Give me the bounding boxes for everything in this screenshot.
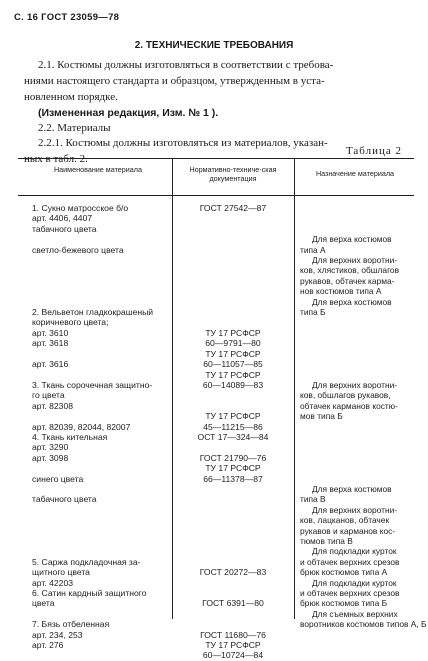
table-cell-line: табачного цвета	[32, 223, 97, 234]
table-cell-line	[183, 390, 283, 400]
table-cell-line	[32, 609, 153, 619]
table-cell-line: синего цвета	[32, 473, 84, 484]
table-cell-line	[300, 328, 410, 338]
table-cell-line	[183, 505, 283, 515]
table-cell-line: мов типа Б	[300, 411, 343, 422]
table-cell-line: арт. 82308	[32, 400, 74, 411]
table-cell-line	[32, 526, 153, 536]
table-cell-line: воротников костюмов типов А, Б	[300, 619, 427, 630]
paragraph-line: ниями настоящего стандарта и образцом, утвержденным в уста-	[24, 75, 325, 87]
table-cell-line	[300, 349, 410, 359]
table-cell-line: 7. Бязь отбеленная	[32, 619, 110, 630]
table-cell-line: типа А	[300, 244, 326, 255]
table-cell-line	[183, 515, 283, 525]
table-cell-line: арт. 234, 253	[32, 629, 83, 640]
table-cell-line	[32, 546, 153, 556]
table-cell-line	[32, 515, 153, 525]
table-cell-line: арт. 3098	[32, 452, 69, 463]
table-cell-line	[300, 442, 410, 452]
material-purpose-column	[300, 203, 427, 630]
paragraph-line: новленном порядке.	[24, 91, 118, 103]
table-cell-line	[183, 546, 283, 556]
table-cell-line: нов костюмов типа А	[300, 286, 382, 297]
table-cell-line	[300, 422, 410, 432]
paragraph-line: ных в табл. 2.	[24, 153, 88, 165]
table-cell-line: Для верхних воротни-	[312, 379, 398, 390]
table-cell-line	[183, 494, 283, 504]
amendment-note: (Измененная редакция, Изм. № 1 ).	[38, 107, 219, 119]
table-cell-line: табачного цвета	[32, 494, 97, 505]
table-cell-line: 45—11215—86	[203, 421, 263, 432]
table-cell-line	[300, 203, 410, 213]
table-cell-line	[32, 276, 153, 286]
table-cell-line: щитного цвета	[32, 567, 90, 578]
table-cell-line: арт. 42203	[32, 577, 74, 588]
table-cell-line: Для верха костюмов	[312, 234, 392, 245]
table-cell-line	[300, 338, 410, 348]
table-cell-line: светло-бежевого цвета	[32, 244, 124, 255]
table-cell-line	[32, 286, 153, 296]
table-cell-line: арт. 4406, 4407	[32, 213, 93, 224]
table-cell-line	[32, 297, 153, 307]
table-cell-line	[32, 234, 153, 244]
table-cell-line: 60—10724—84	[202, 650, 264, 661]
table-label: Таблица 2	[345, 145, 402, 157]
table-cell-line: 60—14089—83	[202, 379, 264, 390]
normative-docs-column	[183, 203, 283, 661]
table-cell-line: Для верхних воротни-	[312, 504, 398, 515]
table-cell-line	[183, 578, 283, 588]
table-cell-line	[183, 401, 283, 411]
table-cell-line	[32, 411, 153, 421]
header-material-name: Наименование материала	[53, 165, 142, 174]
table-cell-line: арт. 3610	[32, 327, 69, 338]
table-cell-line: арт. 3618	[32, 338, 69, 349]
paragraph-2-1	[24, 57, 404, 105]
table-cell-line: ТУ 17 РСФСР	[205, 640, 261, 651]
table-cell-line	[183, 276, 283, 286]
table-cell-line: 60—11057—85	[203, 359, 263, 370]
table-cell-line: ков, хлястиков, обшлагов	[300, 265, 400, 276]
table-cell-line	[183, 588, 283, 598]
table-cell-line	[32, 463, 153, 473]
paragraph-2-2: 2.2. Материалы	[38, 122, 111, 134]
table-cell-line	[32, 349, 153, 359]
table-cell-line: ГОСТ 21790—76	[199, 452, 267, 463]
table-cell-line: ГОСТ 11680—76	[200, 629, 266, 640]
section-title: 2. ТЕХНИЧЕСКИЕ ТРЕБОВАНИЯ	[134, 40, 294, 51]
table-cell-line: Для подкладки курток	[312, 577, 397, 588]
table-cell-line: Для съемных верхних	[312, 608, 398, 619]
table-cell-line	[183, 442, 283, 452]
column-divider	[172, 159, 173, 619]
table-cell-line	[32, 536, 153, 546]
table-cell-line	[300, 453, 410, 463]
table-cell-line: ГОСТ 6391—80	[202, 598, 264, 609]
table-cell-line: ТУ 17 РСФСР	[205, 411, 261, 422]
page-header: С. 16 ГОСТ 23059—78	[14, 12, 120, 23]
table-cell-line: брюк костюмов типа Б	[300, 598, 388, 609]
table-cell-line: и обтачек верхних срезов	[300, 588, 400, 599]
table-cell-line: ТУ 17 РСФСР	[205, 369, 261, 380]
table-cell-line: тюмов типа В	[300, 536, 353, 546]
table-cell-line: 4. Ткань кительная	[32, 431, 108, 442]
table-cell-line	[183, 484, 283, 494]
table-cell-line	[183, 245, 283, 255]
table-cell-line: ГОСТ 27542—87	[199, 203, 267, 213]
table-cell-line: обтачек карманов костю-	[300, 400, 398, 411]
table-cell-line	[300, 224, 410, 234]
table-cell-line: ОСТ 17—324—84	[197, 431, 269, 442]
table-cell-line	[183, 619, 283, 629]
table-cell-line	[300, 213, 410, 223]
table-cell-line	[183, 234, 283, 244]
table-cell-line: коричневого цвета;	[32, 317, 109, 328]
table-cell-line	[183, 213, 283, 223]
table-cell-line	[183, 297, 283, 307]
table-cell-line	[32, 265, 153, 275]
table-cell-line: и обтачек верхних срезов	[300, 556, 400, 567]
table-cell-line: 66—11378—87	[203, 473, 263, 484]
table-cell-line: арт. 276	[32, 640, 64, 651]
table-cell-line: Для верхних воротни-	[312, 255, 398, 266]
table-cell-line	[183, 307, 283, 317]
table-cell-line	[183, 265, 283, 275]
materials-table	[18, 158, 427, 661]
table-cell-line: ков, обшлагов рукавов,	[300, 390, 391, 401]
table-cell-line	[32, 255, 153, 265]
header-normative-docs: Нормативно-техниче-ская документация	[189, 165, 277, 183]
table-cell-line: го цвета	[32, 390, 65, 401]
table-cell-line	[300, 359, 410, 369]
table-cell-line: Для верха костюмов	[312, 296, 392, 307]
material-name-column	[32, 203, 153, 650]
table-cell-line: ТУ 17 РСФСР	[205, 463, 261, 474]
table-cell-line	[183, 536, 283, 546]
table-cell-line	[183, 526, 283, 536]
table-cell-line	[300, 317, 410, 327]
table-cell-line: цвета	[32, 598, 55, 609]
table-cell-line	[32, 505, 153, 515]
table-cell-line: рукавов и карманов кос-	[300, 525, 396, 536]
table-cell-line: арт. 3616	[32, 359, 69, 370]
table-cell-line: 5. Саржа подкладочная за-	[32, 556, 141, 567]
table-cell-line: 3. Ткань сорочечная защитно-	[32, 379, 153, 390]
table-cell-line: ГОСТ 20272—83	[199, 567, 267, 578]
table-cell-line: 6. Сатин кардный защитного	[32, 588, 147, 599]
table-cell-line	[183, 557, 283, 567]
table-cell-line: типа Б	[300, 307, 326, 318]
table-cell-line: Для верха костюмов	[312, 483, 392, 494]
table-cell-line: арт. 3290	[32, 442, 69, 453]
table-cell-line	[183, 224, 283, 234]
table-cell-line	[300, 432, 410, 442]
table-cell-line	[183, 286, 283, 296]
table-cell-line: ков, лацканов, обтачек	[300, 515, 390, 526]
column-divider	[294, 159, 295, 619]
table-cell-line: ТУ 17 РСФСР	[205, 327, 261, 338]
table-cell-line	[183, 609, 283, 619]
table-cell-line	[300, 463, 410, 473]
table-cell-line	[300, 474, 410, 484]
table-cell-line	[300, 370, 410, 380]
paragraph-line: 2.1. Костюмы должны изготовляться в соответствии с требова-	[38, 59, 334, 71]
table-cell-line: арт. 82039, 82044, 82007	[32, 421, 131, 432]
table-cell-line: рукавов, обтачек карма-	[300, 275, 395, 286]
table-cell-line	[32, 484, 153, 494]
table-cell-line: 60—9791—80	[205, 338, 261, 349]
table-cell-line: 1. Сукно матросское б/о	[32, 203, 129, 213]
header-material-purpose: Назначение материала	[315, 169, 395, 178]
table-cell-line	[183, 255, 283, 265]
table-cell-line: 2. Вельветон гладкокрашеный	[32, 307, 154, 318]
table-cell-line: Для подкладки курток	[312, 546, 397, 557]
table-cell-line	[32, 370, 153, 380]
paragraph-line: 2.2.1. Костюмы должны изготовляться из материалов, указан-	[38, 137, 328, 149]
table-cell-line	[183, 317, 283, 327]
table-cell-line: типа В	[300, 494, 326, 505]
table-cell-line: брюк костюмов типа А	[300, 567, 388, 578]
table-cell-line: ТУ 17 РСФСР	[205, 348, 261, 359]
